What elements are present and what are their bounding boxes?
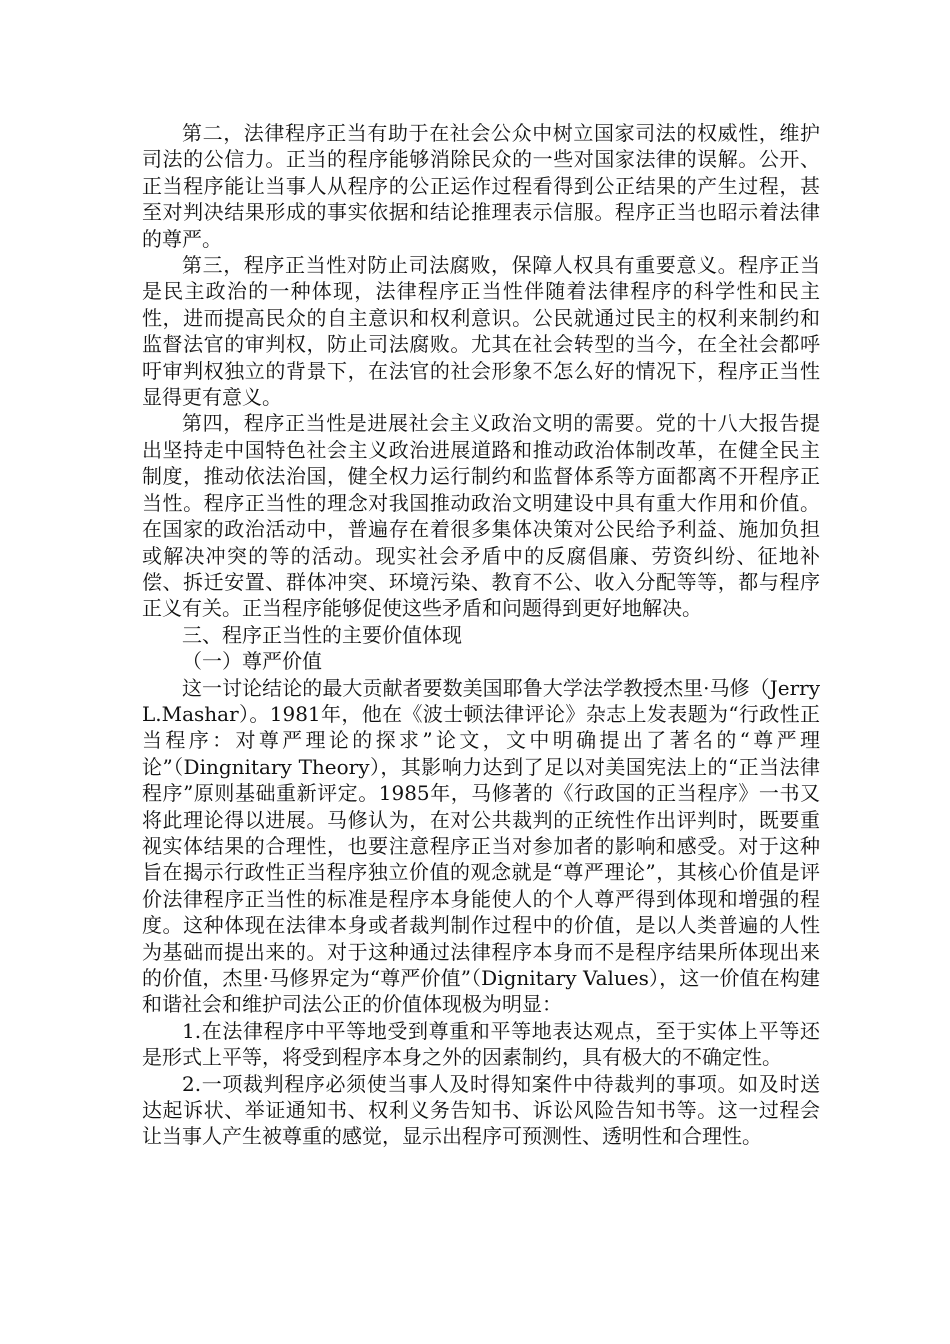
subsection-heading: （一）尊严价值: [182, 649, 322, 674]
list-item: 2.一项裁判程序必须使当事人及时得知案件中待裁判的事项。如及时送达起诉状、举证通知书、权利义务告知书、诉讼风险告知书等。这一过程会让当事人产生被尊重的感觉，显示出程序可预测性、透明性和合理性。: [142, 1071, 820, 1149]
paragraph: 第四，程序正当性是进展社会主义政治文明的需要。党的十八大报告提出坚持走中国特色社会主义政治进展道路和推动政治体制改革，在健全民主制度，推动依法治国，健全权力运行制约和监督体系等方面都离不开程序正当性。程序正当性的理念对我国推动政治文明建设中具有重大作用和价值。在国家的政治活动中，普遍存在着很多集体决策对公民给予利益、施加负担或解决冲突的等的活动。现实社会矛盾中的反腐倡廉、劳资纠纷、征地补偿、拆迁安置、群体冲突、环境污染、教育不公、收入分配等等，都与程序正义有关。正当程序能够促使这些矛盾和问题得到更好地解决。: [142, 411, 820, 621]
document-body: [142, 120, 820, 1150]
paragraph: 第三，程序正当性对防止司法腐败，保障人权具有重要意义。程序正当是民主政治的一种体现，法律程序正当性伴随着法律程序的科学性和民主性，进而提高民众的自主意识和权利意识。公民就通过民主的权利来制约和监督法官的审判权，防止司法腐败。尤其在社会转型的当今，在全社会都呼吁审判权独立的背景下，在法官的社会形象不怎么好的情况下，程序正当性显得更有意义。: [142, 253, 820, 410]
paragraph: 第二，法律程序正当有助于在社会公众中树立国家司法的权威性，维护司法的公信力。正当的程序能够消除民众的一些对国家法律的误解。公开、正当程序能让当事人从程序的公正运作过程看得到公正结果的产生过程，甚至对判决结果形成的事实依据和结论推理表示信服。程序正当也昭示着法律的尊严。: [142, 121, 820, 251]
list-item: 1.在法律程序中平等地受到尊重和平等地表达观点，至于实体上平等还是形式上平等，将受到程序本身之外的因素制约，具有极大的不确定性。: [142, 1018, 820, 1070]
section-heading: 三、程序正当性的主要价值体现: [182, 622, 462, 647]
paragraph: 这一讨论结论的最大贡献者要数美国耶鲁大学法学教授杰里·马修（Jerry L.Mashar）。1981年，他在《波士顿法律评论》杂志上发表题为“行政性正当程序：对尊严理论的探求”论文，文中明确提出了著名的“尊严理论”（Dingnitary Theory），其影响力达到了足以对美国宪法上的“正当法律程序”原则基础重新评定。1985年，马修著的《行政国的正当程序》一书又将此理论得以进展。马修认为，在对公共裁判的正统性作出评判时，既要重视实体结果的合理性，也要注意程序正当对参加者的影响和感受。对于这种旨在揭示行政性正当程序独立价值的观念就是“尊严理论”，其核心价值是评价法律程序正当性的标准是程序本身能使人的个人尊严得到体现和增强的程度。这种体现在法律本身或者裁判制作过程中的价值，是以人类普遍的人性为基础而提出来的。对于这种通过法律程序本身而不是程序结果所体现出来的价值，杰里·马修界定为“尊严价值”（Dignitary Values），这一价值在构建和谐社会和维护司法公正的价值体现极为明显：: [142, 675, 820, 1017]
